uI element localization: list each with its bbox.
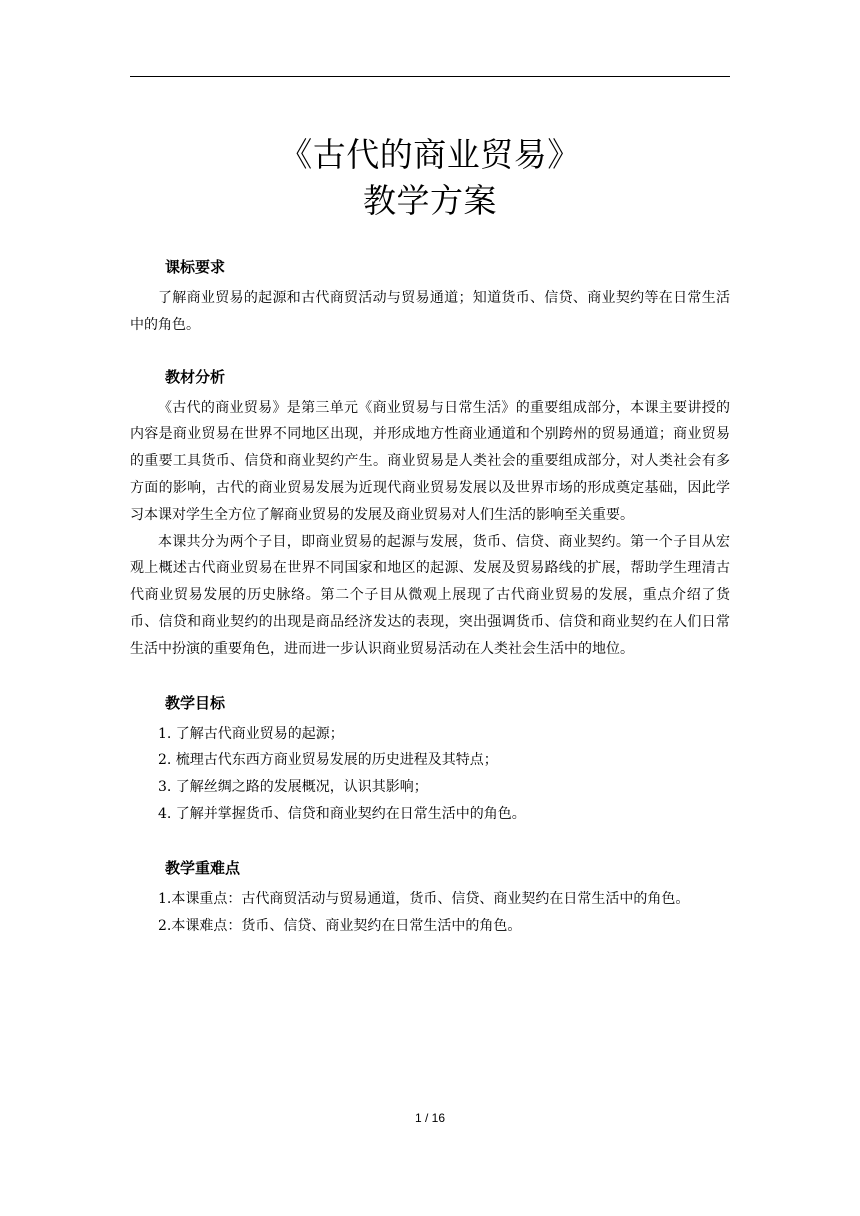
header-rule	[130, 76, 730, 77]
document-title	[130, 132, 730, 224]
section-textbook-analysis	[130, 359, 730, 663]
section-key-points	[130, 850, 730, 940]
list-item: 1. 了解古代商业贸易的起源；	[158, 725, 344, 742]
title-line-2: 教学方案	[363, 181, 497, 220]
document-body	[130, 249, 730, 939]
page-number: 1 / 16	[414, 1111, 446, 1125]
list-item: 2. 梳理古代东西方商业贸易发展的历史进程及其特点；	[158, 752, 498, 769]
list-item: 3. 了解丝绸之路的发展概况，认识其影响；	[158, 779, 428, 796]
section-heading-textbook-analysis: 教材分析	[165, 367, 226, 386]
section-objectives	[130, 685, 730, 828]
title-line-1: 《古代的商业贸易》	[279, 135, 581, 174]
list-item: 2.本课难点：货币、信贷、商业契约在日常生活中的角色。	[158, 917, 522, 934]
paragraph: 了解商业贸易的起源和古代商贸活动与贸易通道；知道货币、信贷、商业契约等在日常生活中的角色。	[130, 290, 730, 333]
section-heading-key-points: 教学重难点	[165, 858, 241, 877]
spacer	[130, 339, 730, 359]
section-heading-curriculum: 课标要求	[165, 258, 226, 276]
section-heading-objectives: 教学目标	[165, 693, 226, 712]
section-curriculum	[130, 249, 730, 339]
spacer	[130, 828, 730, 850]
spacer	[130, 663, 730, 685]
list-item: 4. 了解并掌握货币、信贷和商业契约在日常生活中的角色。	[158, 805, 526, 822]
paragraph: 《古代的商业贸易》是第三单元《商业贸易与日常生活》的重要组成部分，本课主要讲授的内容是商业贸易在世界不同地区出现，并形成地方性商业通道和个别跨州的贸易通道；商业贸易的重要工具货币、信贷和商业契约产生。商业贸易是人类社会的重要组成部分，对人类社会有多方面的影响，古代的商业贸易发展为近现代商业贸易发展以及世界市场的形成奠定基础，因此学习本课对学生全方位了解商业贸易的发展及商业贸易对人们生活的影响至关重要。	[130, 399, 730, 523]
paragraph: 本课共分为两个子目，即商业贸易的起源与发展，货币、信贷、商业契约。第一个子目从宏观上概述古代商业贸易在世界不同国家和地区的起源、发展及贸易路线的扩展，帮助学生理清古代商业贸易发展的历史脉络。第二个子目从微观上展现了古代商业贸易的发展，重点介绍了货币、信贷和商业契约的出现是商品经济发达的表现，突出强调货币、信贷和商业契约在人们日常生活中扮演的重要角色，进而进一步认识商业贸易活动在人类社会生活中的地位。	[130, 533, 730, 657]
list-item: 1.本课重点：古代商贸活动与贸易通道，货币、信贷、商业契约在日常生活中的角色。	[158, 890, 690, 907]
